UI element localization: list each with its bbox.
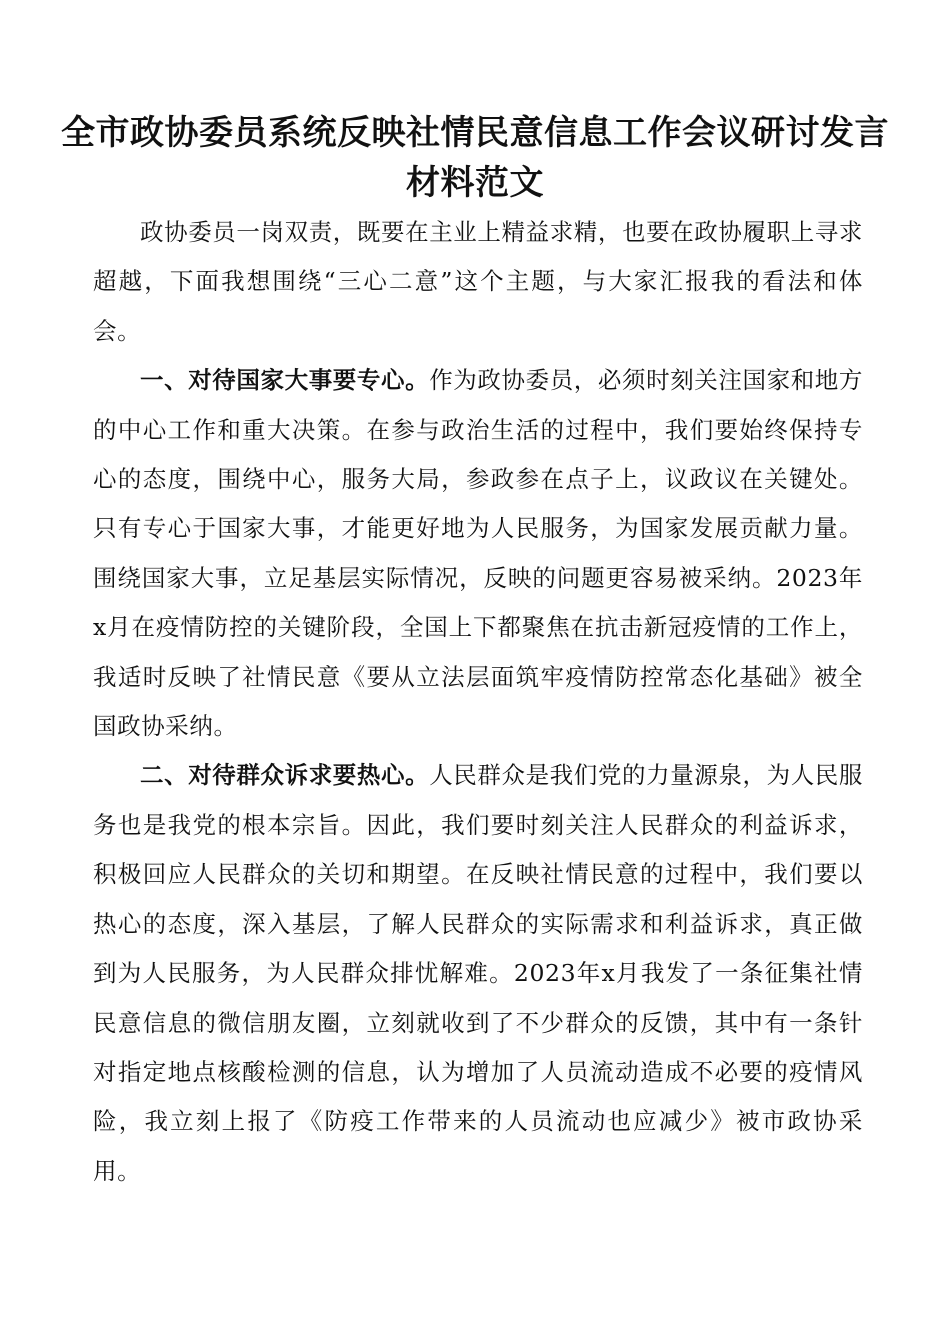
paragraph-intro-text: 政协委员一岗双责，既要在主业上精益求精，也要在政协履职上寻求超越，下面我想围绕“三心二意”这个主题，与大家汇报我的看法和体会。 [93,218,863,345]
document-body [93,208,863,1196]
paragraph-section-2 [93,751,863,1196]
section-2-heading: 二、对待群众诉求要热心。 [140,761,430,790]
document-title: 全市政协委员系统反映社情民意信息工作会议研讨发言材料范文 [61,113,889,203]
paragraph-intro [93,208,863,356]
paragraph-section-1 [93,356,863,751]
section-1-heading: 一、对待国家大事要专心。 [140,366,430,395]
section-2-text: 人民群众是我们党的力量源泉，为人民服务也是我党的根本宗旨。因此，我们要时刻关注人民群众的利益诉求，积极回应人民群众的关切和期望。在反映社情民意的过程中，我们要以热心的态度，深入基层，了解人民群众的实际需求和利益诉求，真正做到为人民服务，为人民群众排忧解难。2023年x月我发了一条征集社情民意信息的微信朋友圈，立刻就收到了不少群众的反馈，其中有一条针对指定地点核酸检测的信息，认为增加了人员流动造成不必要的疫情风险，我立刻上报了《防疫工作带来的人员流动也应减少》被市政协采用。 [93,761,864,1185]
section-1-text: 作为政协委员，必须时刻关注国家和地方的中心工作和重大决策。在参与政治生活的过程中，我们要始终保持专心的态度，围绕中心，服务大局，参政参在点子上，议政议在关键处。只有专心于国家大事，才能更好地为人民服务，为国家发展贡献力量。围绕国家大事，立足基层实际情况，反映的问题更容易被采纳。2023年x月在疫情防控的关键阶段，全国上下都聚焦在抗击新冠疫情的工作上，我适时反映了社情民意《要从立法层面筑牢疫情防控常态化基础》被全国政协采纳。 [93,366,864,741]
